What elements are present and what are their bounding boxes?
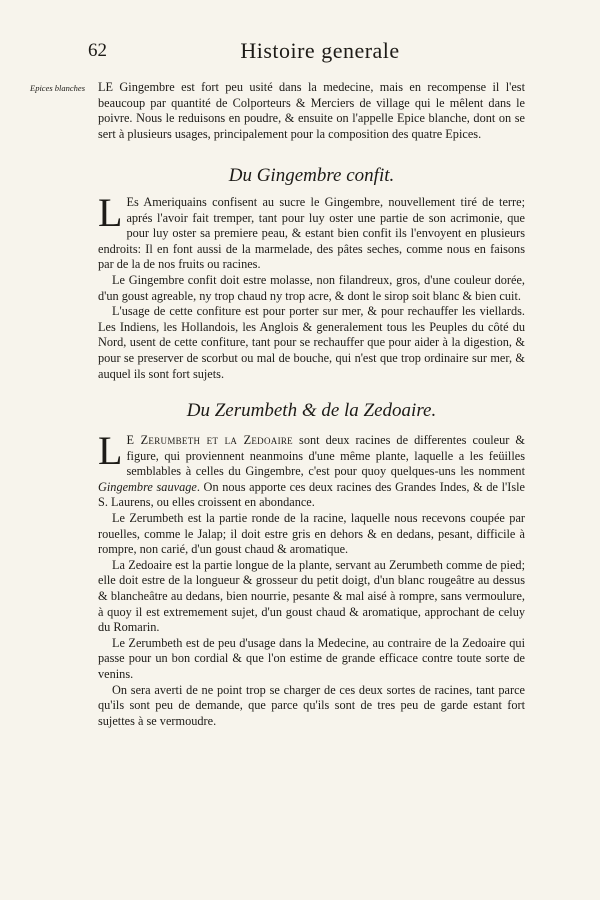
paragraph: La Zedoaire est la partie longue de la plante, servant au Zerumbeth comme de pied; elle doit estre de la longueur & grosseur du petit doigt, d'un blanc rougeâtre au dessus & blancheâtre au dedans, bien nourrie, pesante & mal aisé à rompre, sans vermoulure, à quoy il est extremement sujet, d'un goust chaud & aromatique, approchant de celuy du Romarin. [98, 557, 525, 635]
page-header [80, 38, 560, 72]
paragraph: Le Gingembre confit doit estre molasse, non filandreux, gros, d'une couleur dorée, d'un goust agreable, ny trop chaud ny trop acre, & dont le sirop soit blanc & bien cuit. [98, 272, 525, 303]
running-title: Histoire generale [240, 38, 400, 63]
paragraph: L'usage de cette confiture est pour porter sur mer, & pour rechauffer les viellards. Les Indiens, les Hollandois, les Anglois & generalement tous les Peuples du côté du Nord, usent de cette confiture, tant pour se rechauffer que pour aider à la digestion, & pour se preserver de scorbut ou mal de bouche, qui n'est que trop ordinaire sur mer, & auquel ils sont fort sujets. [98, 304, 525, 381]
intro-paragraph: LE Gingembre est fort peu usité dans la medecine, mais en recompense il l'est beaucoup par quantité de Colporteurs & Merciers de village qui le mêlent dans le poivre. Nous le reduisons en poudre, & ensuite on l'appelle Epice blanche, dont on se sert à plusieurs usages, principalement pour la composition des quatre Epices. [98, 80, 525, 141]
paragraph: Le Zerumbeth est de peu d'usage dans la Medecine, au contraire de la Zedoaire qui passe pour un bon cordial & que l'on estime de grande efficace contre toute sorte de venins. [98, 635, 525, 681]
section-body-gingembre-confit [98, 190, 525, 382]
drop-cap: L [98, 428, 123, 473]
paragraph: On sera averti de ne point trop se charger de ces deux sortes de racines, tant parce qu'ils sont peu de demande, que parce qu'ils sont de tres peu de garde estant fort sujettes à se vermoudre. [98, 682, 525, 728]
section-title-zerumbeth: Du Zerumbeth & de la Zedoaire. [186, 400, 437, 421]
page-number: 62 [88, 40, 107, 61]
paragraph [98, 428, 525, 511]
paragraph [98, 190, 525, 273]
drop-cap: L [98, 190, 123, 235]
italic-term: Gingembre sauvage [98, 479, 197, 494]
margin-note: Epices blanches [30, 83, 85, 93]
section-body-zerumbeth [98, 428, 525, 729]
section-title-gingembre-confit: Du Gingembre confit. [228, 165, 395, 186]
intro-paragraph-block [98, 80, 525, 142]
paragraph-text: sont deux racines de differentes couleur & figure, qui proviennent neanmoins d'une même plante, laquelle a les feüilles semblables à celles du Gingembre, c'est pour quoy quelques-uns les nomment [126, 433, 525, 479]
paragraph-text: . On nous apporte ces deux racines des Grandes Indes, & de l'Isle S. Laurens, ou elles croissent en abondance. [98, 479, 525, 510]
paragraph: Le Zerumbeth est la partie ronde de la racine, laquelle nous recevons coupée par rouelles, comme le Jalap; il doit estre gris en dehors & en dedans, pesant, difficile à rompre, non carié, d'un goust chaud & aromatique. [98, 510, 525, 557]
lead-small-caps: E Zerumbeth et la Zedoaire [126, 433, 293, 447]
paragraph-text: Es Ameriquains confisent au sucre le Gingembre, nouvellement tiré de terre; aprés l'avoir fait tremper, tant pour luy oster une partie de son acrimonie, que pour luy oster sa premiere peau, & estant bien confit ils l'envoyent en plusieurs endroits: Il en font aussi de la marmelade, des pâtes seches, comme nous en faisons par de la de nos fruits ou racines. [98, 195, 525, 272]
